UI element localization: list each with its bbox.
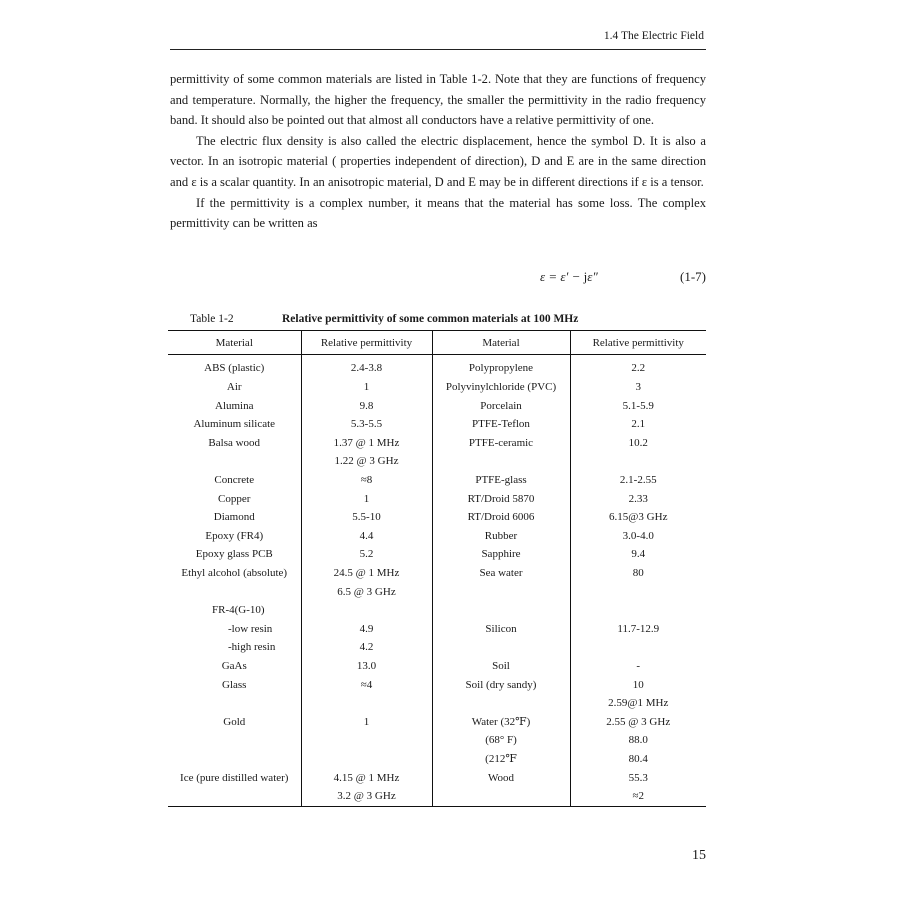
table-cell: 2.55 @ 3 GHz	[570, 713, 706, 732]
table-cell	[570, 582, 706, 601]
table-cell: 3	[570, 378, 706, 397]
table-cell: Silicon	[432, 620, 570, 639]
table-cell: 4.15 @ 1 MHz	[301, 768, 432, 787]
table-row	[168, 657, 706, 676]
table-cell	[301, 601, 432, 620]
table-row	[168, 415, 706, 434]
table-cell: 5.1-5.9	[570, 396, 706, 415]
table-cell: Ethyl alcohol (absolute)	[181, 567, 288, 579]
table-cell: RT/Droid 5870	[432, 489, 570, 508]
table-row	[168, 713, 706, 732]
equation-expression: ε = ε′ − jε″	[540, 269, 598, 284]
table-cell: Concrete	[214, 473, 255, 486]
running-head: 1.4 The Electric Field	[603, 30, 704, 42]
table-cell	[432, 601, 570, 620]
table-row	[168, 638, 706, 657]
table-cell	[570, 601, 706, 620]
table-cell: (68° F)	[432, 731, 570, 750]
table-cell: ABS (plastic)	[204, 362, 265, 375]
table-cell: FR-4(G-10)	[212, 604, 265, 617]
table-row	[168, 768, 706, 787]
table-row	[168, 564, 706, 583]
table-cell: 55.3	[570, 768, 706, 787]
table-cell	[432, 638, 570, 657]
table-cell: Polyvinylchloride (PVC)	[432, 378, 570, 397]
page-number: 15	[692, 848, 706, 863]
table-cell: 2.1-2.55	[570, 471, 706, 490]
table-cell: 1	[301, 378, 432, 397]
table-row	[168, 396, 706, 415]
table-cell: 4.9	[301, 620, 432, 639]
table-row	[168, 545, 706, 564]
table-cell	[432, 452, 570, 471]
table-cell: 5.3-5.5	[301, 415, 432, 434]
paragraph-2: The electric flux density is also called the electric displacement, hence the symbol D. It is also a vector. In an isotropic material ( properties independent of direction), D and E are in the same direction and ε is a scalar quantity. In an anisotropic material, D and E may be in different directions if ε is a tensor.	[170, 133, 706, 189]
table-cell: 4.4	[301, 526, 432, 545]
table-cell: 1.22 @ 3 GHz	[301, 452, 432, 471]
table-cell: 2.33	[570, 489, 706, 508]
table-cell: 11.7-12.9	[570, 620, 706, 639]
table-cell: 80	[570, 564, 706, 583]
table-cell: 10.2	[570, 433, 706, 452]
table-header-row	[168, 331, 706, 355]
table-cell: 9.4	[570, 545, 706, 564]
table-cell	[168, 731, 301, 750]
table-cell: 1	[301, 713, 432, 732]
table-cell: Epoxy (FR4)	[205, 529, 264, 542]
table-row	[168, 601, 706, 620]
table-cell: 2.4-3.8	[301, 355, 432, 378]
header-rule	[170, 49, 706, 50]
table-cell: Balsa wood	[208, 436, 261, 449]
table-cell: Diamond	[213, 511, 255, 524]
table-cell	[168, 694, 301, 713]
table-cell: Alumina	[215, 399, 254, 412]
table-cell: 6.15@3 GHz	[570, 508, 706, 527]
table-cell: 2.2	[570, 355, 706, 378]
table-cell: Porcelain	[432, 396, 570, 415]
table-cell	[168, 750, 301, 769]
table-cell: ≈8	[301, 471, 432, 490]
table-cell: Glass	[222, 678, 247, 691]
table-cell: Epoxy glass PCB	[195, 548, 273, 561]
table-row	[168, 526, 706, 545]
table-cell: 6.5 @ 3 GHz	[301, 582, 432, 601]
table-cell: Copper	[218, 492, 251, 505]
paragraph-3: If the permittivity is a complex number, it means that the material has some loss. The complex permittivity can be written as	[170, 195, 706, 231]
table-cell: -high resin	[228, 641, 276, 654]
table-cell: 3.2 @ 3 GHz	[301, 787, 432, 806]
column-header: Material	[215, 336, 253, 349]
table-cell: ≈4	[301, 675, 432, 694]
table-cell	[168, 787, 301, 806]
table-title: Relative permittivity of some common materials at 100 MHz	[282, 313, 579, 325]
table-cell: GaAs	[221, 660, 247, 673]
table-cell: Gold	[223, 715, 246, 728]
table-cell	[570, 638, 706, 657]
table-cell: 88.0	[570, 731, 706, 750]
equation-1-7	[170, 269, 706, 289]
table-cell: 2.59@1 MHz	[570, 694, 706, 713]
table-cell: Wood	[432, 768, 570, 787]
table-body	[168, 355, 706, 807]
table-cell	[168, 452, 301, 471]
table-cell	[301, 694, 432, 713]
table-cell: Water (32℉)	[432, 713, 570, 732]
table-number: Table 1-2	[190, 313, 234, 325]
table-cell	[570, 452, 706, 471]
table-cell: Air	[226, 380, 242, 393]
table-cell: 4.2	[301, 638, 432, 657]
table-row	[168, 489, 706, 508]
table-row	[168, 452, 706, 471]
table-caption	[190, 313, 690, 325]
table-row	[168, 378, 706, 397]
table-cell: RT/Droid 6006	[432, 508, 570, 527]
table-cell: 13.0	[301, 657, 432, 676]
table-cell: Soil	[432, 657, 570, 676]
table-row	[168, 433, 706, 452]
table-row	[168, 787, 706, 806]
table-cell: ≈2	[570, 787, 706, 806]
table-cell: 9.8	[301, 396, 432, 415]
column-header: Relative permittivity	[570, 331, 706, 355]
table-row	[168, 675, 706, 694]
table-row	[168, 582, 706, 601]
table-row	[168, 471, 706, 490]
column-header: Material	[432, 331, 570, 355]
table-cell	[432, 582, 570, 601]
table-cell: 1	[301, 489, 432, 508]
table-cell: Aluminum silicate	[193, 418, 276, 431]
table-cell	[168, 582, 301, 601]
table-row	[168, 620, 706, 639]
table-cell: -	[570, 657, 706, 676]
table-cell: 24.5 @ 1 MHz	[301, 564, 432, 583]
table-row	[168, 508, 706, 527]
table-cell	[432, 694, 570, 713]
table-cell: Sapphire	[432, 545, 570, 564]
table-cell: 5.2	[301, 545, 432, 564]
table-cell: Soil (dry sandy)	[432, 675, 570, 694]
table-cell	[432, 787, 570, 806]
body-text	[170, 69, 706, 234]
table-cell: 5.5-10	[301, 508, 432, 527]
table-cell: Ice (pure distilled water)	[180, 771, 289, 784]
table-cell: (212℉	[432, 750, 570, 769]
table-cell: Rubber	[432, 526, 570, 545]
table-row	[168, 694, 706, 713]
table-cell: 2.1	[570, 415, 706, 434]
table-cell	[301, 731, 432, 750]
paragraph-1: permittivity of some common materials are listed in Table 1-2. Note that they are functions of frequency and temperature. Normally, the higher the frequency, the smaller the permittivity in the radio frequency band. It should also be pointed out that almost all conductors have a relative permittivity of one.	[170, 72, 706, 128]
table-cell: 80.4	[570, 750, 706, 769]
table-cell: Sea water	[432, 564, 570, 583]
equation-number: (1-7)	[680, 269, 706, 284]
table-cell: 10	[570, 675, 706, 694]
table-cell: 1.37 @ 1 MHz	[301, 433, 432, 452]
table-cell: PTFE-ceramic	[432, 433, 570, 452]
table-row	[168, 355, 706, 378]
table-row	[168, 750, 706, 769]
table-cell	[301, 750, 432, 769]
permittivity-table	[168, 330, 706, 807]
table-cell: 3.0-4.0	[570, 526, 706, 545]
table-cell: PTFE-glass	[432, 471, 570, 490]
table-cell: -low resin	[228, 622, 273, 635]
table-cell: Polypropylene	[432, 355, 570, 378]
column-header: Relative permittivity	[301, 331, 432, 355]
table-row	[168, 731, 706, 750]
table-cell: PTFE-Teflon	[432, 415, 570, 434]
